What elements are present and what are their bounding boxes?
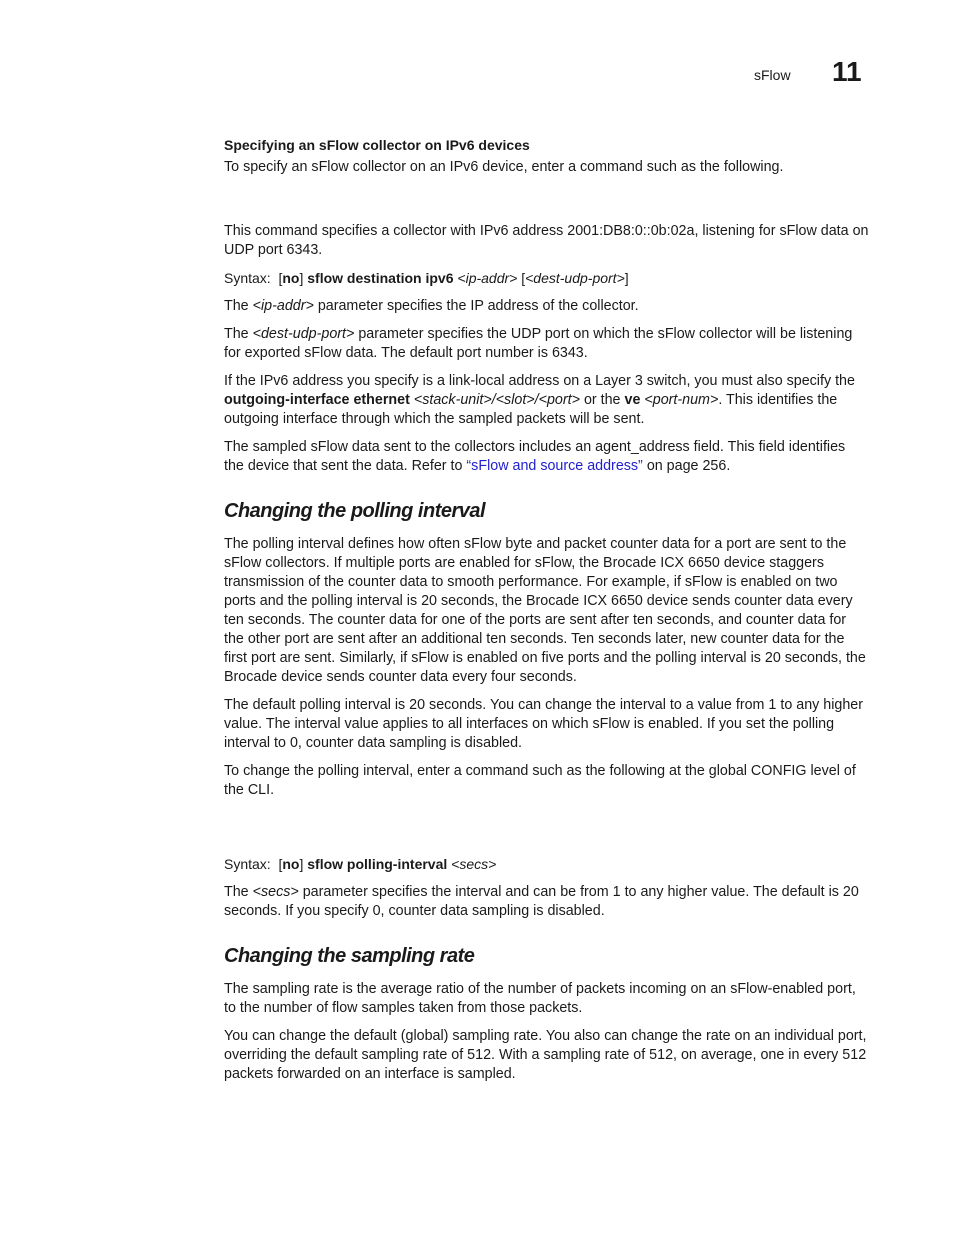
param-ip-addr: The <ip-addr> parameter specifies the IP address of the collector. [224, 298, 639, 314]
page-header [0, 56, 954, 96]
syntax-command: sflow polling-interval [307, 856, 448, 872]
syntax-arg-dest-udp-port: <dest-udp-port> [525, 270, 625, 286]
param-dest-udp-port: The <dest-udp-port> parameter specifies the UDP port on which the sFlow collector will be listening for exported sFlow data. The default port number is 6343. [224, 326, 853, 361]
agent-address-paragraph: The sampled sFlow data sent to the collectors includes an agent_address field. This field identifies the device that sent the data. Refer to “sFlow and source address” on page 256. [224, 439, 846, 474]
ipv6-intro: To specify an sFlow collector on an IPv6 device, enter a command such as the following. [224, 159, 784, 175]
link-local-paragraph: If the IPv6 address you specify is a link-local address on a Layer 3 switch, you must also specify the outgoing-interface ethernet <stack-unit>/<slot>/<port> or the ve <port-num>. This identifies the outgoing interface through which the sampled packets will be sent. [224, 373, 855, 427]
command-example-gap [224, 186, 869, 222]
polling-interval-title: Changing the polling interval [224, 500, 486, 522]
param-secs: The <secs> parameter specifies the interval and can be from 1 to any higher value. The default is 20 seconds. If you specify 0, counter data sampling is disabled. [224, 884, 859, 919]
syntax-label: Syntax: [224, 856, 271, 872]
page-content [224, 136, 869, 1093]
sampling-paragraph-2: You can change the default (global) sampling rate. You also can change the rate on an individual port, overriding the default sampling rate of 512. With a sampling rate of 512, on average, one in every 512 packets forwarded on an interface is sampled. [224, 1028, 867, 1082]
sampling-rate-title: Changing the sampling rate [224, 945, 475, 967]
syntax-label: Syntax: [224, 270, 271, 286]
polling-syntax: Syntax: [no] sflow polling-interval <secs> [224, 856, 497, 872]
command-example-gap [224, 809, 869, 855]
syntax-no-keyword: no [282, 856, 300, 872]
ipv6-description: This command specifies a collector with IPv6 address 2001:DB8:0::0b:02a, listening for sFlow data on UDP port 6343. [224, 223, 869, 258]
ipv6-syntax: Syntax: [no] sflow destination ipv6 <ip-addr> [<dest-udp-port>] [224, 270, 629, 286]
polling-paragraph-1: The polling interval defines how often sFlow byte and packet counter data for a port are sent to the sFlow collectors. If multiple ports are enabled for sFlow, the Brocade ICX 6650 device staggers transmission of the counter data to smooth performance. For example, if sFlow is enabled on two ports and the polling interval is 20 seconds, the Brocade ICX 6650 device sends counter data every ten seconds. The counter data for one of the ports are sent after ten seconds, and counter data for the other port are sent after an additional ten seconds. Ten seconds later, new counter data for the first port are sent. Similarly, if sFlow is enabled on five ports and the polling interval is 20 seconds, the Brocade device sends counter data every four seconds. [224, 536, 866, 685]
running-title: sFlow [754, 67, 791, 83]
polling-paragraph-2: The default polling interval is 20 seconds. You can change the interval to a value from 1 to any higher value. The interval value applies to all interfaces on which sFlow is enabled. If you set the polling interval to 0, counter data sampling is disabled. [224, 697, 864, 751]
sflow-source-address-link[interactable]: “sFlow and source address” [466, 458, 643, 474]
syntax-arg-ip-addr: <ip-addr> [457, 270, 518, 286]
sampling-paragraph-1: The sampling rate is the average ratio of the number of packets incoming on an sFlow-enabled port, to the number of flow samples taken from those packets. [224, 981, 856, 1016]
polling-paragraph-3: To change the polling interval, enter a command such as the following at the global CONFIG level of the CLI. [224, 763, 856, 798]
syntax-no-keyword: no [282, 270, 300, 286]
chapter-number: 11 [832, 56, 862, 87]
syntax-command: sflow destination ipv6 [307, 270, 454, 286]
ipv6-subheading: Specifying an sFlow collector on IPv6 devices [224, 137, 530, 153]
syntax-arg-secs: <secs> [451, 856, 497, 872]
